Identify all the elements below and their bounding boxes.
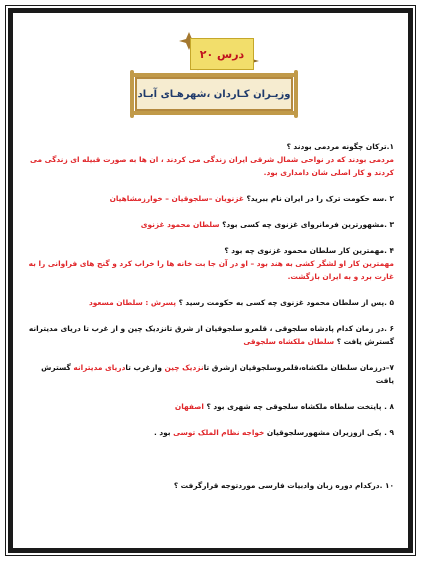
answer-text: خواجه نظام الملک توسی — [173, 428, 265, 437]
question-text: ۲ .سه حکومت ترک را در ایران نام ببرید؟ — [246, 194, 394, 203]
question-text: ۱۰ .درکدام دوره زبان وادبیات فارسی موردتوجه قرارگرفت ؟ — [173, 481, 394, 490]
question-1 — [28, 140, 394, 179]
question-5 — [28, 296, 394, 309]
lesson-badge: درس ۲۰ — [190, 38, 254, 70]
question-text: ۳ .مشهورترین فرمانروای غزنوی چه کسی بود؟ — [222, 220, 394, 229]
sentence-part: ۷–درزمان سلطان ملکشاه،قلمروسلجوقیان ازشرق تا — [203, 363, 394, 372]
question-9 — [28, 426, 394, 439]
sentence-part: ۹ . یکی ازوزیران مشهورسلجوقیان — [264, 428, 394, 437]
question-text: ۸ . پایتخت سلطاه ملکشاه سلجوقی چه شهری بود ؟ — [206, 402, 394, 411]
question-3 — [28, 218, 394, 231]
question-8 — [28, 400, 394, 413]
question-4 — [28, 244, 394, 283]
question-text: ۴ .مهمترین کار سلطان محمود غزنوی چه بود ؟ — [224, 246, 394, 255]
answer-text: اصفهان — [174, 402, 204, 411]
question-text: ۵ .پس از سلطان محمود غزنوی چه کسی به حکومت رسید ؟ — [178, 298, 394, 307]
sentence-part: وازغرب تا — [125, 363, 165, 372]
answer-text: نزدیک چین — [164, 363, 204, 372]
question-7 — [28, 361, 394, 387]
question-text: ۱.ترکان چگونه مردمی بودند ؟ — [286, 142, 394, 151]
question-text: ۶ .در زمان کدام پادشاه سلجوقی ، قلمرو سلجوقیان از شرق تانزدیک چین و از غرب تا دریای مدیترانه گسترش یافت ؟ — [28, 324, 394, 346]
answer-text: دریای مدیترانه — [73, 363, 126, 372]
question-6 — [28, 322, 394, 348]
question-10 — [28, 479, 394, 492]
lesson-title: وزیـران کـاردان ،شهرهـای آبـاد — [135, 77, 293, 111]
answer-text: مهمترین کار او لشگر کشی به هند بود – او در آن جا بت خانه ها را خراب کرد و گنج های فراوانی را به غارت برد و به ایران بازگشت. — [28, 259, 394, 281]
answer-text: پسرش : سلطان مسعود — [88, 298, 176, 307]
sentence-part: بود . — [154, 428, 174, 437]
bamboo-right — [294, 70, 298, 118]
answer-text: سلطان ملکشاه سلجوقی — [243, 337, 335, 346]
sentence-part: گسترش یافت — [41, 363, 394, 385]
bamboo-left — [130, 70, 134, 118]
answer-text: غزنویان –سلجوقیان – خوارزمشاهیان — [109, 194, 244, 203]
answer-text: مردمی بودند که در نواحی شمال شرقی ایران زندگی می کردند ، ان ها به صورت قبیله ای زندگی می کردند و کار اصلی شان دامداری بود. — [30, 155, 394, 177]
question-2 — [28, 192, 394, 205]
bamboo-bottom — [130, 111, 298, 115]
questions-content — [28, 140, 394, 505]
answer-text: سلطان محمود غزنوی — [140, 220, 220, 229]
